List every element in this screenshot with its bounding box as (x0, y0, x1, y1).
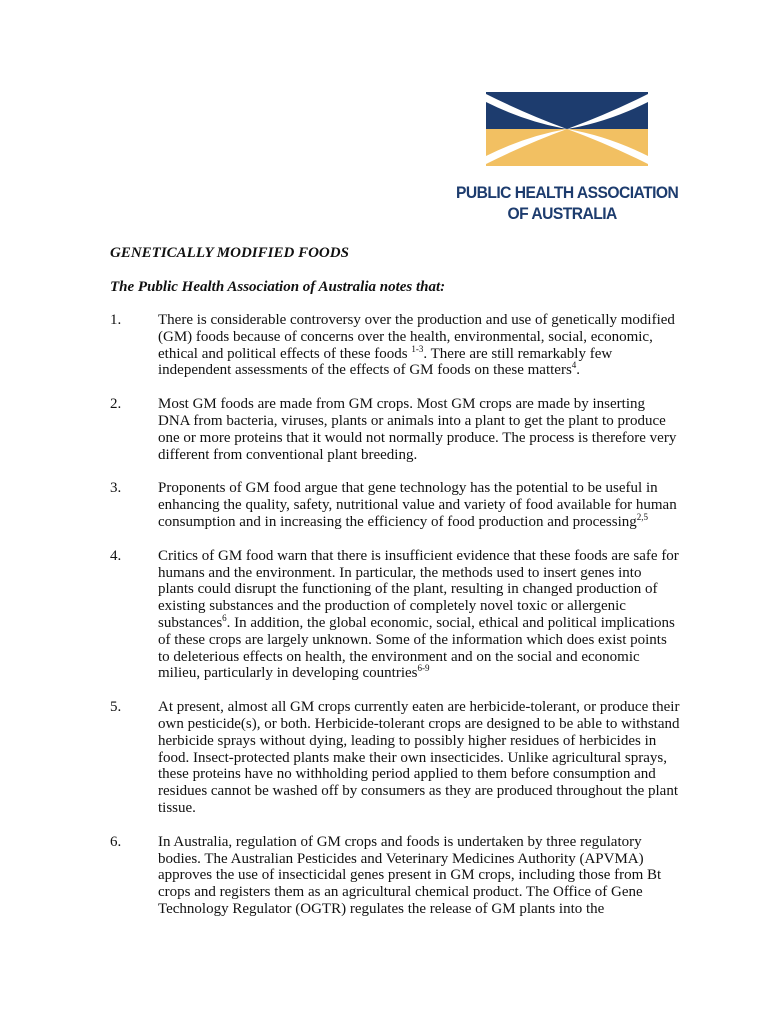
citation-superscript: 2,5 (636, 511, 649, 522)
statement-item (110, 834, 680, 918)
statement-text-segment: . (576, 362, 581, 379)
statement-number: 4. (110, 547, 122, 564)
logo-wordmark (456, 182, 679, 224)
statement-text-segment: . In addition, the global economic, social, ethical and political implications of these crops are largely unknown. Some of the information which does exist points to deleterious effects on health, the environment and on the social and economic milieu, particularly in developing countries (158, 614, 675, 682)
document-title: GENETICALLY MODIFIED FOODS (110, 245, 349, 261)
statement-item (110, 548, 680, 682)
statement-item (110, 480, 680, 530)
logo-line-2: OF AUSTRALIA (507, 204, 617, 223)
statement-text-segment: There is considerable controversy over the production and use of genetically modified (GM) foods because of concerns over the health, environmental, social, economic, ethical and political effects of these foods (158, 312, 675, 362)
statement-text-segment: . There are still remarkably few independent assessments of the effects of GM foods on these matters (158, 345, 613, 379)
citation-superscript: 4 (571, 360, 577, 371)
statement-number: 1. (110, 312, 122, 328)
statement-number: 5. (110, 699, 122, 716)
statement-text (158, 312, 680, 379)
statement-number: 2. (110, 396, 122, 413)
statement-item (110, 699, 680, 817)
logo-flag-emblem (486, 92, 648, 166)
statement-item (110, 312, 680, 379)
statement-text (158, 699, 680, 817)
statement-number: 6. (110, 833, 122, 850)
statement-text (158, 480, 680, 530)
document-subtitle: The Public Health Association of Australia notes that: (110, 279, 446, 295)
citation-superscript: 6 (222, 612, 227, 623)
statement-text-segment: Proponents of GM food argue that gene technology has the potential to be useful in enhancing the quality, safety, nutritional value and variety of food available for human consumption and in increasing the efficiency of food production and processing (158, 480, 677, 530)
statement-item (110, 396, 680, 463)
statement-text (158, 548, 680, 682)
citation-superscript: 1-3 (411, 343, 424, 354)
numbered-statements (110, 312, 680, 935)
statement-text-segment: In Australia, regulation of GM crops and foods is undertaken by three regulatory bodies. The Australian Pesticides and Veterinary Medicines Authority (APVMA) approves the use of insecticidal genes present in GM crops, including those from Bt crops and registers them as an agricultural chemical product. The Office of Gene Technology Regulator (OGTR) regulates the release of GM plants into the (158, 833, 662, 917)
statement-text (158, 834, 680, 918)
citation-superscript: 6-9 (417, 663, 430, 674)
statement-text-segment: At present, almost all GM crops currently eaten are herbicide-tolerant, or produce their own pesticide(s), or both. Herbicide-tolerant crops are designed to be able to withstand herbicide sprays without dying, leading to possibly higher residues of herbicides in food. Insect-protected plants make their own insecticides. Unlike agricultural sprays, these proteins have no withholding period applied to them before consumption and residues cannot be washed off by consumers as they are produced throughout the plant tissue. (158, 699, 680, 816)
statement-text-segment: Critics of GM food warn that there is insufficient evidence that these foods are safe for humans and the environment. In particular, the methods used to insert genes into plants could disrupt the functioning of the plant, resulting in changed production of existing substances and the production of completely novel toxic or allergenic substances (158, 547, 679, 631)
logo-line-1: PUBLIC HEALTH ASSOCIATION (456, 183, 679, 202)
statement-number: 3. (110, 480, 122, 497)
statement-text (158, 396, 680, 463)
statement-text-segment: Most GM foods are made from GM crops. Most GM crops are made by inserting DNA from bacteria, viruses, plants or animals into a plant to get the plant to produce one or more proteins that it would not normally produce. The process is therefore very different from conventional plant breeding. (158, 396, 677, 463)
